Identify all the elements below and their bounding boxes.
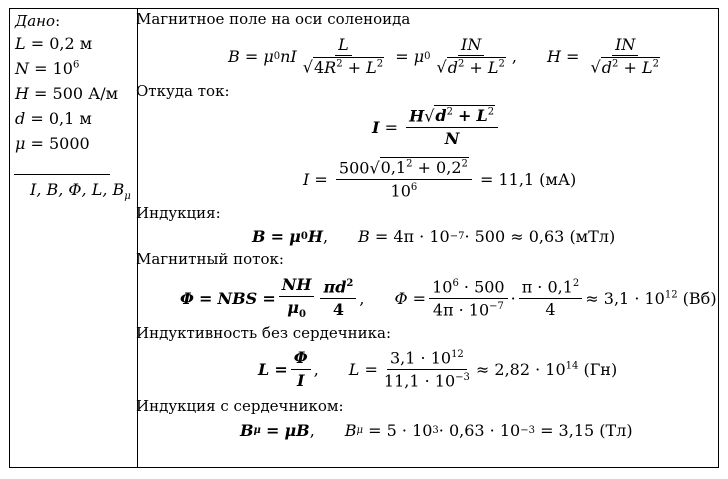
formula-current-general: I = $\frac{H√d^2 + L^2}{N}$ xyxy=(372,102,501,152)
label-current: Откуда ток: xyxy=(136,82,230,100)
induction-result: ≈ 0,63 (мТл) xyxy=(510,226,616,246)
given-permeability: μ = 5000 xyxy=(15,134,90,153)
given-column xyxy=(10,9,137,467)
current-result: = 11,1 (мА) xyxy=(479,169,577,189)
given-turns: $N = 10^6$ xyxy=(15,59,80,78)
label-solenoid-field: Магнитное поле на оси соленоида xyxy=(136,10,411,28)
formula-induction: B = μ 0 H , B = 4π · 10 −7 · 500 ≈ 0,63 (мТл) xyxy=(252,226,616,246)
label-core-induction: Индукция с сердечником: xyxy=(136,397,344,415)
inductance-result: ≈ $2,82 \cdot 10^{14}$ (Гн) xyxy=(475,359,618,379)
given-title: Дано: xyxy=(15,12,61,30)
given-find-rule xyxy=(14,174,110,175)
label-inductance: Индуктивность без сердечника: xyxy=(136,324,392,342)
given-diameter: d = 0,1 м xyxy=(15,109,92,128)
formula-core-induction: B μ = μB , B μ = 5 · 10 3 · 0,63 · 10 −3 = 3,15 (Тл) xyxy=(240,420,633,440)
label-flux: Магнитный поток: xyxy=(136,250,284,268)
label-induction: Индукция: xyxy=(136,204,221,222)
formula-flux: Φ = NBS = $\frac{NH}{\mu_0}$ $\frac{\pi d^2}{4}$ , Φ = $\frac{10^6 \cdot 500}{4\pi \cdot 10^{-7}}$ · $\frac{\pi \cdot 0,1^2}{4}$ ≈ $3,1 \cdot 10^{12}$ (Вб) xyxy=(180,275,717,320)
find-list: I, B, Φ, L, $B_\mu$ xyxy=(30,180,131,203)
given-length: L = 0,2 м xyxy=(15,34,93,53)
given-field-strength: H = 500 А/м xyxy=(15,84,119,103)
flux-result: ≈ $3,1 \cdot 10^{12}$ (Вб) xyxy=(585,288,717,308)
formula-inductance: L = $\frac{\Phi}{I}$ , L = $\frac{3,1 \cdot 10^{12}}{11,1 \cdot 10^{-3}}$ ≈ $2,82 \cdot 10^{14}$ (Гн) xyxy=(258,347,618,390)
formula-solenoid-field: B = μ 0 nI $\frac{L}{√4R^2 + L^2}$ = μ 0 $\frac{IN}{√d^2 + L^2}$ , H = $\frac{IN}{√d^2 + L^2}$ xyxy=(228,34,659,77)
formula-current-numeric: I = $\frac{500√0,1^2 + 0,2^2}{10^6}$ = 11,1 (мА) xyxy=(303,157,577,200)
core-induction-result: = 3,15 (Тл) xyxy=(540,420,633,440)
